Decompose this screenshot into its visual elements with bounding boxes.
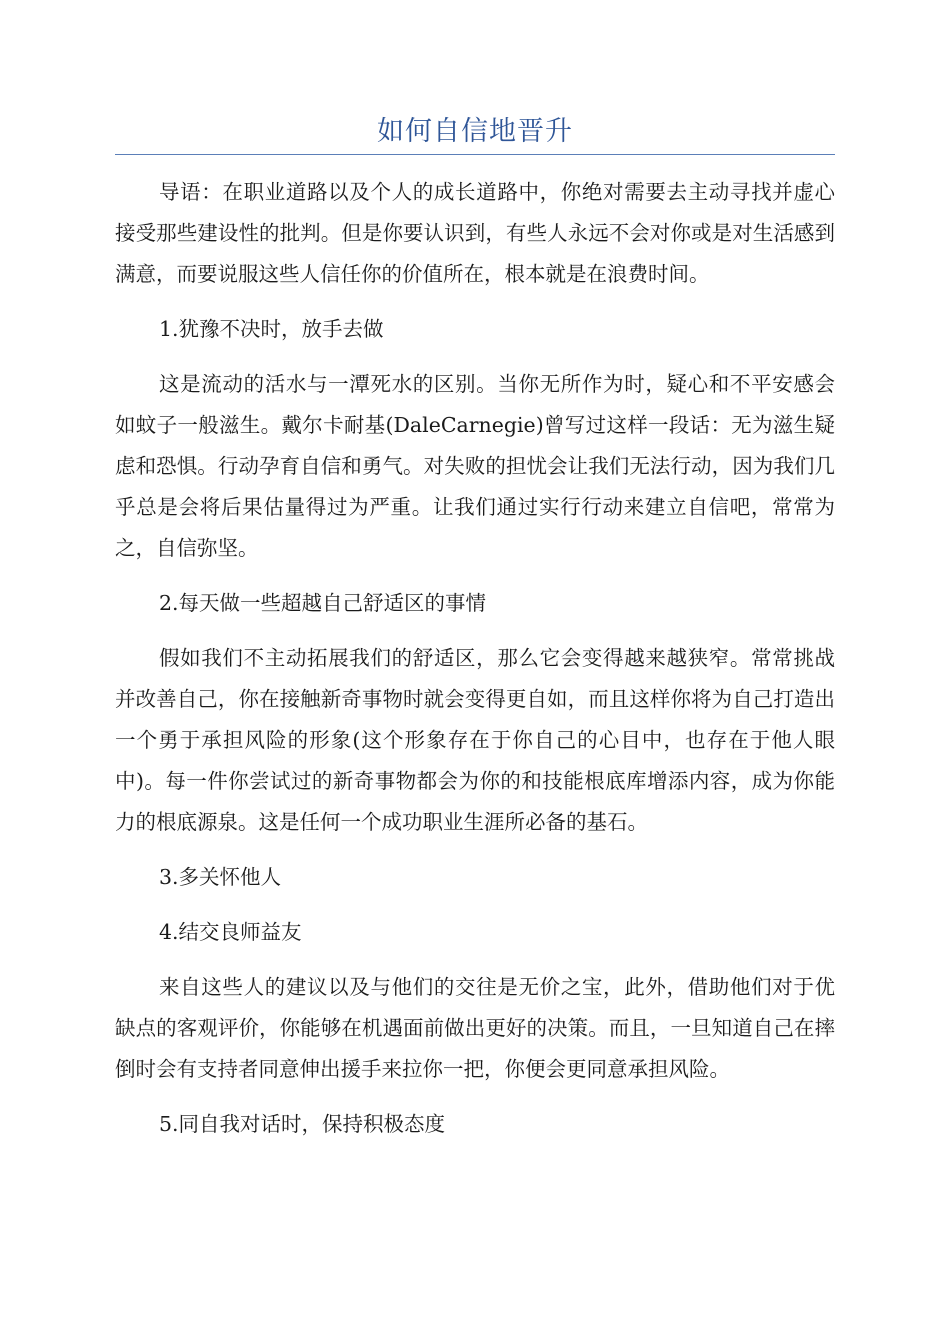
section-paragraph-4: 来自这些人的建议以及与他们的交往是无价之宝，此外，借助他们对于优缺点的客观评价，你能够在机遇面前做出更好的决策。而且，一旦知道自己在摔倒时会有支持者同意伸出援手来拉你一把，你便会更同意承担风险。 bbox=[115, 975, 835, 1081]
title-underline bbox=[115, 154, 835, 155]
section-heading-4: 4.结交良师益友 bbox=[159, 920, 302, 944]
section-heading-3: 3.多关怀他人 bbox=[159, 865, 282, 889]
page-title: 如何自信地晋升 bbox=[377, 116, 573, 147]
document-body bbox=[115, 172, 835, 1159]
section-heading-2: 2.每天做一些超越自己舒适区的事情 bbox=[159, 591, 487, 615]
section-paragraph-2: 假如我们不主动拓展我们的舒适区，那么它会变得越来越狭窄。常常挑战并改善自己，你在接触新奇事物时就会变得更自如，而且这样你将为自己打造出一个勇于承担风险的形象(这个形象存在于你自己的心目中，也存在于他人眼中)。每一件你尝试过的新奇事物都会为你的和技能根底库增添内容，成为你能力的根底源泉。这是任何一个成功职业生涯所必备的基石。 bbox=[115, 646, 835, 834]
section-paragraph-1: 这是流动的活水与一潭死水的区别。当你无所作为时，疑心和不平安感会如蚊子一般滋生。戴尔卡耐基(DaleCarnegie)曾写过这样一段话：无为滋生疑虑和恐惧。行动孕育自信和勇气。对失败的担忧会让我们无法行动，因为我们几乎总是会将后果估量得过为严重。让我们通过实行行动来建立自信吧，常常为之，自信弥坚。 bbox=[115, 372, 835, 560]
section-heading-5: 5.同自我对话时，保持积极态度 bbox=[159, 1112, 446, 1136]
intro-paragraph: 导语：在职业道路以及个人的成长道路中，你绝对需要去主动寻找并虚心接受那些建设性的批判。但是你要认识到，有些人永远不会对你或是对生活感到满意，而要说服这些人信任你的价值所在，根本就是在浪费时间。 bbox=[115, 180, 835, 286]
section-heading-1: 1.犹豫不决时，放手去做 bbox=[159, 317, 384, 341]
